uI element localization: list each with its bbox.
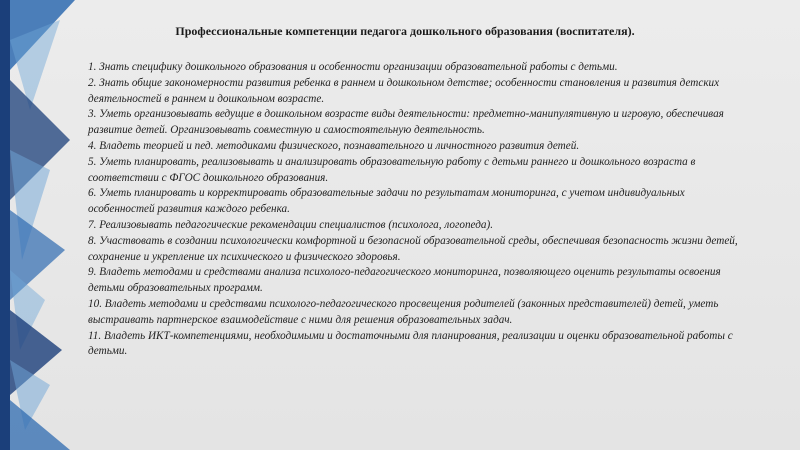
- competency-list: [88, 60, 748, 360]
- competency-item: 9. Владеть методами и средствами анализа психолого-педагогического мониторинга, позволяющего оценить результаты освоения детьми образовательных программ.: [88, 266, 721, 295]
- competency-item: 1. Знать специфику дошкольного образования и особенности организации образовательной работы с детьми.: [88, 61, 618, 73]
- decorative-triangles: [0, 0, 90, 450]
- competency-item: 11. Владеть ИКТ-компетенциями, необходимыми и достаточными для планирования, реализации и оценки образовательной работы с детьми.: [88, 329, 733, 358]
- competency-item: 6. Уметь планировать и корректировать образовательные задачи по результатам мониторинга, с учетом индивидуальных особенностей развития каждого ребенка.: [88, 187, 685, 216]
- slide-title: Профессиональные компетенции педагога дошкольного образования (воспитателя).: [175, 24, 635, 38]
- competency-item: 7. Реализовывать педагогические рекомендации специалистов (психолога, логопеда).: [88, 218, 493, 231]
- competency-item: 10. Владеть методами и средствами психолого-педагогического просвещения родителей (законных представителей) детей, уметь выстраивать партнерское взаимодействие с ними для решения образовательных задач.: [88, 297, 719, 326]
- competency-item: 8. Участвовать в создании психологически комфортной и безопасной образовательной среды, обеспечивая безопасность жизни детей, сохранение и укрепление их психического и физического здоровья.: [88, 234, 738, 263]
- competency-item: 3. Уметь организовывать ведущие в дошкольном возрасте виды деятельности: предметно-манипулятивную и игровую, обеспечивая развитие детей. Организовывать совместную и самостоятельную деятельность.: [88, 108, 724, 137]
- competency-item: 4. Владеть теорией и пед. методиками физического, познавательного и личностного развития детей.: [88, 139, 580, 152]
- competency-item: 5. Уметь планировать, реализовывать и анализировать образовательную работу с детьми раннего и дошкольного возраста в соответствии с ФГОС дошкольного образования.: [88, 155, 696, 184]
- competency-item: 2. Знать общие закономерности развития ребенка в раннем и дошкольном детстве; особенности становления и развития детских деятельностей в раннем и дошкольном возрасте.: [88, 76, 720, 105]
